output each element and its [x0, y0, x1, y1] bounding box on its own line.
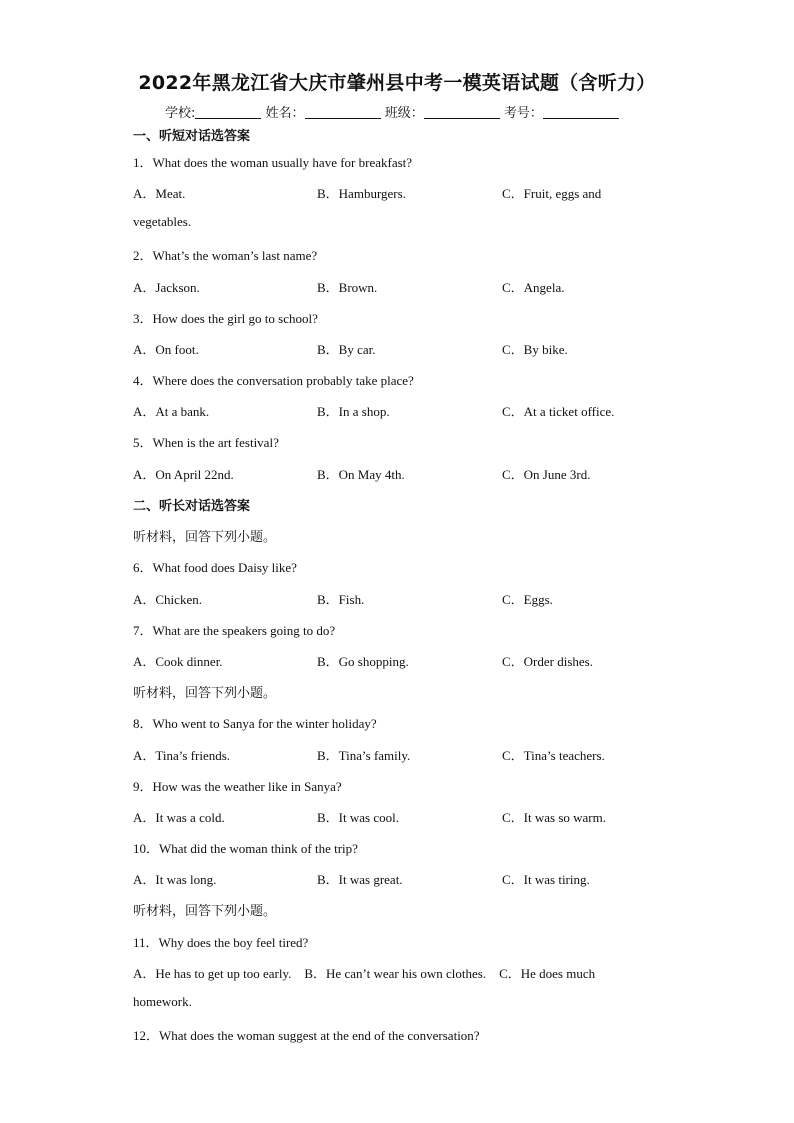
question-10: 10．What did the woman think of the trip?	[133, 841, 358, 856]
question-7: 7．What are the speakers going to do?	[133, 623, 336, 638]
school-label: 学校:	[165, 106, 196, 121]
q8-option-a: A．Tina’s friends.	[133, 748, 231, 763]
q1-option-c: C．Fruit, eggs and	[502, 186, 602, 201]
q2-option-c: C．Angela.	[502, 280, 565, 295]
instruction-3: 听材料，回答下列小题。	[133, 904, 277, 919]
q7-option-b: B．Go shopping.	[317, 654, 409, 669]
q1-option-a: A．Meat.	[133, 186, 186, 201]
q8-option-c: C．Tina’s teachers.	[502, 748, 605, 763]
number-label: 考号：	[503, 106, 543, 121]
question-2: 2．What’s the woman’s last name?	[133, 248, 318, 263]
question-5: 5．When is the art festival?	[133, 435, 279, 450]
question-6: 6．What food does Daisy like?	[133, 560, 297, 575]
school-blank[interactable]	[195, 105, 261, 119]
q2-option-b: B．Brown.	[317, 280, 378, 295]
question-12: 12．What does the woman suggest at the end of the conversation?	[133, 1028, 480, 1043]
q1-option-c-continued: vegetables.	[133, 214, 192, 229]
student-info-line	[165, 102, 619, 121]
q11-option-c-continued: homework.	[133, 994, 192, 1009]
q7-option-a: A．Cook dinner.	[133, 654, 223, 669]
number-blank[interactable]	[543, 105, 619, 119]
name-label: 姓名：	[265, 106, 305, 121]
q7-option-c: C．Order dishes.	[502, 654, 593, 669]
question-3: 3．How does the girl go to school?	[133, 311, 318, 326]
q4-option-c: C．At a ticket office.	[502, 404, 615, 419]
question-8: 8．Who went to Sanya for the winter holiday?	[133, 716, 377, 731]
question-4: 4．Where does the conversation probably take place?	[133, 373, 414, 388]
q4-option-b: B．In a shop.	[317, 404, 390, 419]
q6-option-b: B．Fish.	[317, 592, 365, 607]
q3-option-c: C．By bike.	[502, 342, 568, 357]
question-1: 1．What does the woman usually have for breakfast?	[133, 155, 413, 170]
q10-option-b: B．It was great.	[317, 872, 403, 887]
section-heading-1: 一、听短对话选答案	[133, 129, 251, 144]
class-label: 班级：	[384, 106, 424, 121]
q3-option-a: A．On foot.	[133, 342, 199, 357]
q9-option-a: A．It was a cold.	[133, 810, 225, 825]
q9-option-c: C．It was so warm.	[502, 810, 606, 825]
q5-option-b: B．On May 4th.	[317, 467, 405, 482]
q10-option-a: A．It was long.	[133, 872, 217, 887]
instruction-2: 听材料，回答下列小题。	[133, 686, 277, 701]
question-11: 11．Why does the boy feel tired?	[133, 935, 309, 950]
q4-option-a: A．At a bank.	[133, 404, 210, 419]
q6-option-c: C．Eggs.	[502, 592, 553, 607]
q2-option-a: A．Jackson.	[133, 280, 200, 295]
q8-option-b: B．Tina’s family.	[317, 748, 411, 763]
name-blank[interactable]	[305, 105, 381, 119]
q3-option-b: B．By car.	[317, 342, 376, 357]
section-heading-2: 二、听长对话选答案	[133, 499, 251, 514]
q9-option-b: B．It was cool.	[317, 810, 399, 825]
page-title: 2022年黑龙江省大庆市肇州县中考一模英语试题（含听力）	[138, 72, 656, 94]
q10-option-c: C．It was tiring.	[502, 872, 590, 887]
class-blank[interactable]	[424, 105, 500, 119]
q11-options: A．He has to get up too early. B．He can’t wear his own clothes. C．He does much	[133, 966, 596, 981]
q5-option-c: C．On June 3rd.	[502, 467, 591, 482]
q1-option-b: B．Hamburgers.	[317, 186, 406, 201]
q6-option-a: A．Chicken.	[133, 592, 202, 607]
question-9: 9．How was the weather like in Sanya?	[133, 779, 342, 794]
q5-option-a: A．On April 22nd.	[133, 467, 234, 482]
instruction-1: 听材料，回答下列小题。	[133, 530, 277, 545]
